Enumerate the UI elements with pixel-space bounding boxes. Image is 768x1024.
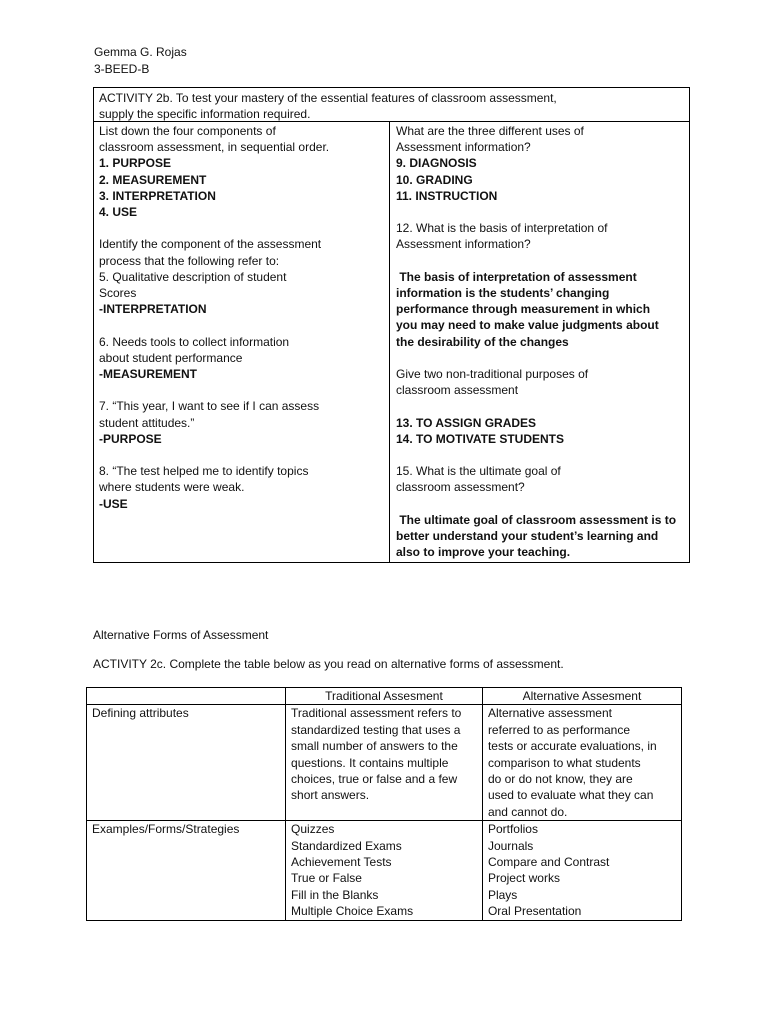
question-text: Assessment information? <box>396 237 531 252</box>
activity-2b-title-line: supply the specific information required. <box>99 107 311 122</box>
question-text: student attitudes.” <box>99 415 195 430</box>
cell-line: Portfolios <box>487 822 538 837</box>
question-text: classroom assessment? <box>396 480 525 495</box>
answer-text: The basis of interpretation of assessment <box>396 269 637 284</box>
cell-line: used to evaluate what they can <box>487 788 654 803</box>
question-text: classroom assessment, in sequential order. <box>99 140 330 155</box>
cell-line: comparison to what students <box>487 755 641 770</box>
answer-text: also to improve your teaching. <box>396 545 571 560</box>
table-header-row <box>87 688 682 705</box>
question-text: where students were weak. <box>99 480 245 495</box>
question-text: about student performance <box>99 350 243 365</box>
question-text: 7. “This year, I want to see if I can assess <box>99 399 320 414</box>
section-title: Alternative Forms of Assessment <box>93 628 269 642</box>
answer-text: 10. GRADING <box>396 172 473 187</box>
answer-text: you may need to make value judgments about <box>396 318 659 333</box>
student-class: 3-BEED-B <box>94 62 150 76</box>
cell-line: questions. It contains multiple <box>291 755 449 770</box>
activity-2b-right-column <box>390 122 689 562</box>
table-cell <box>286 821 483 920</box>
answer-text: 4. USE <box>99 205 138 220</box>
table-header-cell: Alternative Assesment <box>482 688 681 705</box>
question-text: List down the four components of <box>99 124 276 138</box>
cell-line: Alternative assessment <box>487 706 612 721</box>
question-text: What are the three different uses of <box>396 124 584 138</box>
cell-line: Project works <box>487 871 560 886</box>
cell-line: Fill in the Blanks <box>291 887 379 902</box>
question-text: 15. What is the ultimate goal of <box>396 464 561 479</box>
activity-2b-left-column <box>94 122 390 562</box>
cell-line: Standardized Exams <box>291 838 402 853</box>
cell-line: tests or accurate evaluations, in <box>487 739 657 754</box>
answer-text: information is the students’ changing <box>396 286 610 300</box>
cell-line: do or do not know, they are <box>487 772 633 787</box>
cell-line: and cannot do. <box>487 804 568 819</box>
answer-text: 9. DIAGNOSIS <box>396 156 477 171</box>
table-header-cell: Traditional Assesment <box>286 688 483 705</box>
cell-line: Traditional assessment refers to <box>291 706 462 721</box>
answer-text: 1. PURPOSE <box>99 156 172 171</box>
answer-text: better understand your student’s learning and <box>396 528 659 543</box>
student-name: Gemma G. Rojas <box>94 45 187 59</box>
cell-line: Quizzes <box>291 822 335 837</box>
question-text: Identify the component of the assessment <box>99 237 322 252</box>
cell-line: Oral Presentation <box>487 904 582 919</box>
answer-text: 13. TO ASSIGN GRADES <box>396 415 537 430</box>
answer-text: performance through measurement in which <box>396 302 651 317</box>
answer-text: -PURPOSE <box>99 431 162 446</box>
answer-text: 2. MEASUREMENT <box>99 172 207 187</box>
cell-line: small number of answers to the <box>291 739 458 754</box>
assessment-comparison-table <box>86 687 682 921</box>
answer-text: The ultimate goal of classroom assessment is to <box>396 512 677 527</box>
answer-text: -USE <box>99 496 128 511</box>
activity-2b-title <box>94 88 689 122</box>
answer-text: -INTERPRETATION <box>99 302 207 317</box>
question-text: 12. What is the basis of interpretation of <box>396 221 608 236</box>
cell-line: Journals <box>487 838 534 853</box>
cell-line: True or False <box>291 871 362 886</box>
cell-line: Multiple Choice Exams <box>291 904 414 919</box>
row-label: Examples/Forms/Strategies <box>87 821 286 920</box>
cell-line: Plays <box>487 887 518 902</box>
answer-text: the desirability of the changes <box>396 334 569 349</box>
answer-text: 14. TO MOTIVATE STUDENTS <box>396 431 565 446</box>
answer-text: -MEASUREMENT <box>99 367 197 382</box>
activity-2b-table <box>93 87 690 563</box>
table-cell <box>482 821 681 920</box>
question-text: classroom assessment <box>396 383 519 398</box>
question-text: 6. Needs tools to collect information <box>99 334 290 349</box>
question-text: Scores <box>99 286 137 301</box>
table-header-cell <box>87 688 286 705</box>
cell-line: choices, true or false and a few <box>291 772 458 787</box>
cell-line: short answers. <box>291 788 370 803</box>
table-row <box>87 821 682 920</box>
row-label: Defining attributes <box>87 705 286 821</box>
question-text: 5. Qualitative description of student <box>99 269 287 284</box>
activity-2c-instructions: ACTIVITY 2c. Complete the table below as you read on alternative forms of assessment. <box>93 657 564 671</box>
table-row <box>87 705 682 821</box>
activity-2b-title-line: ACTIVITY 2b. To test your mastery of the essential features of classroom assessment, <box>99 91 557 105</box>
answer-text: 3. INTERPRETATION <box>99 188 216 203</box>
question-text: process that the following refer to: <box>99 253 280 268</box>
cell-line: standardized testing that uses a <box>291 722 461 737</box>
question-text: 8. “The test helped me to identify topics <box>99 464 309 479</box>
cell-line: Achievement Tests <box>291 855 392 870</box>
table-cell <box>286 705 483 821</box>
question-text: Give two non-traditional purposes of <box>396 367 589 381</box>
cell-line: referred to as performance <box>487 722 631 737</box>
table-cell <box>482 705 681 821</box>
cell-line: Compare and Contrast <box>487 855 610 870</box>
answer-text: 11. INSTRUCTION <box>396 188 498 203</box>
question-text: Assessment information? <box>396 140 531 155</box>
